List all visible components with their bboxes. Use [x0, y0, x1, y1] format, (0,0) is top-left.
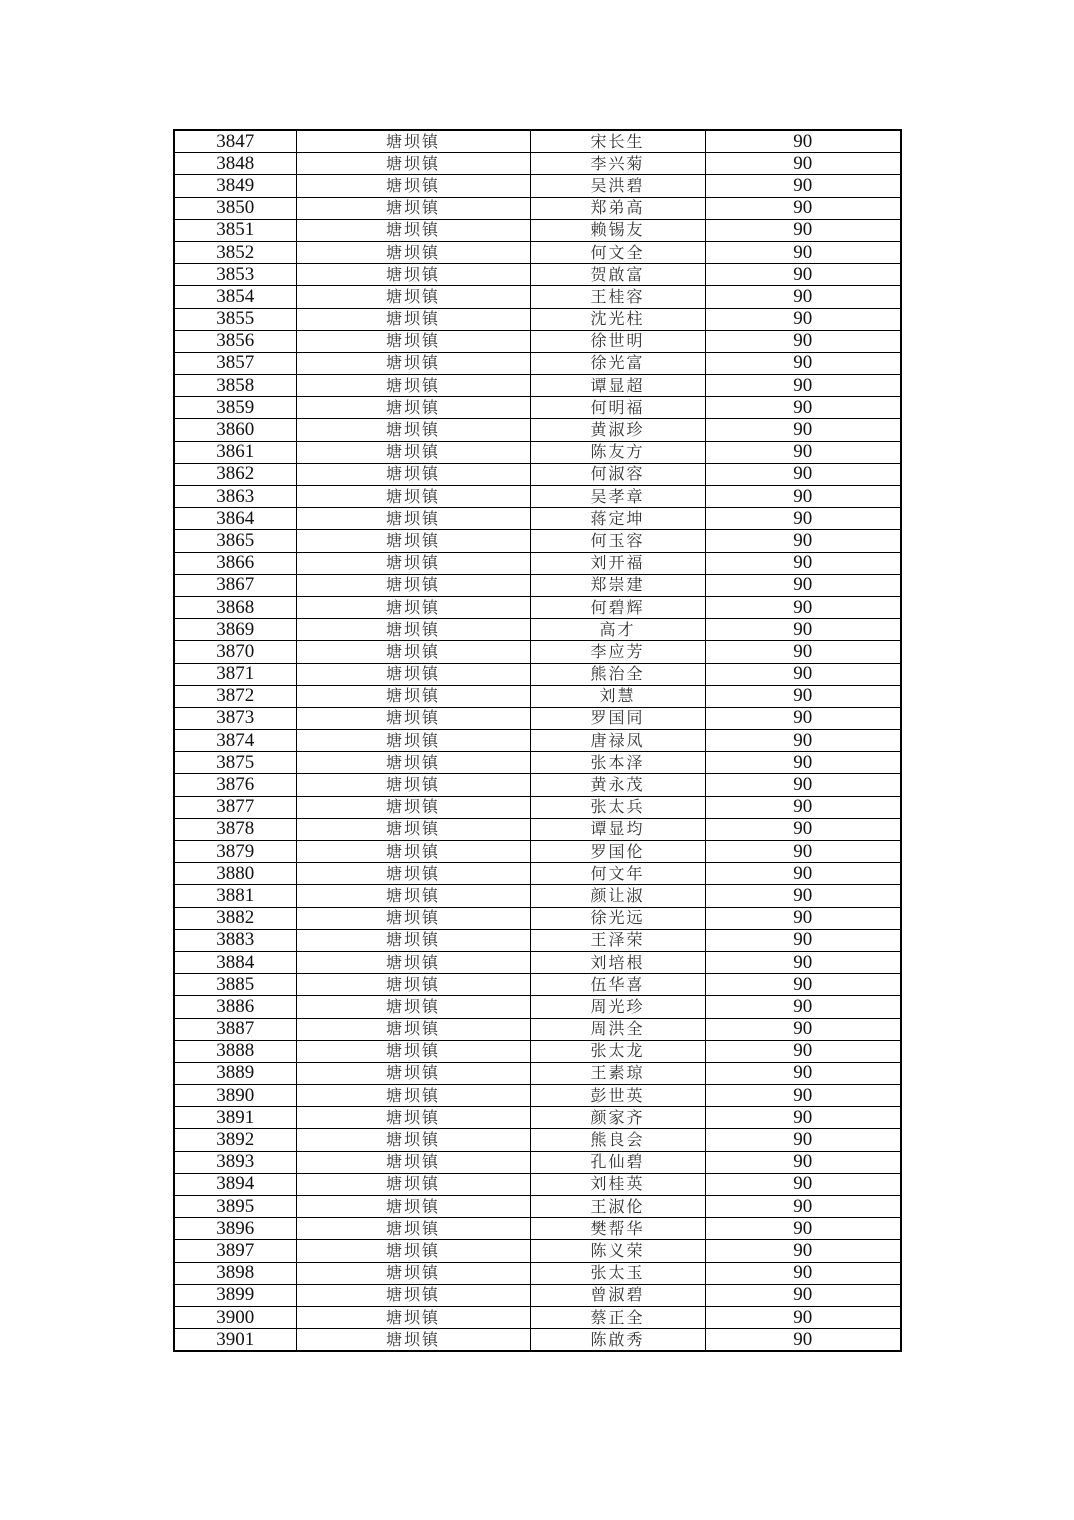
table-row [174, 486, 901, 508]
row-number-cell: 3856 [174, 330, 296, 352]
person-name-cell: 刘培根 [530, 951, 705, 973]
table-row [174, 929, 901, 951]
town-cell: 塘坝镇 [296, 996, 530, 1018]
table-row [174, 841, 901, 863]
score-cell: 90 [705, 1173, 901, 1195]
table-row [174, 596, 901, 618]
town-cell: 塘坝镇 [296, 974, 530, 996]
table-row [174, 397, 901, 419]
person-name-cell: 李应芳 [530, 641, 705, 663]
score-cell: 90 [705, 219, 901, 241]
person-name-cell: 刘开福 [530, 552, 705, 574]
table-row [174, 197, 901, 219]
person-name-cell: 张太玉 [530, 1262, 705, 1284]
score-cell: 90 [705, 308, 901, 330]
table-row [174, 730, 901, 752]
table-row [174, 796, 901, 818]
table-row [174, 663, 901, 685]
town-cell: 塘坝镇 [296, 530, 530, 552]
town-cell: 塘坝镇 [296, 1151, 530, 1173]
score-cell: 90 [705, 1329, 901, 1352]
table-row [174, 1085, 901, 1107]
row-number-cell: 3886 [174, 996, 296, 1018]
score-cell: 90 [705, 841, 901, 863]
table-row [174, 707, 901, 729]
row-number-cell: 3890 [174, 1085, 296, 1107]
town-cell: 塘坝镇 [296, 1107, 530, 1129]
score-cell: 90 [705, 796, 901, 818]
town-cell: 塘坝镇 [296, 1018, 530, 1040]
row-number-cell: 3862 [174, 463, 296, 485]
table-row [174, 175, 901, 197]
row-number-cell: 3878 [174, 818, 296, 840]
person-name-cell: 蔡正全 [530, 1306, 705, 1328]
row-number-cell: 3855 [174, 308, 296, 330]
person-name-cell: 张太兵 [530, 796, 705, 818]
row-number-cell: 3870 [174, 641, 296, 663]
row-number-cell: 3871 [174, 663, 296, 685]
person-name-cell: 徐光富 [530, 352, 705, 374]
person-name-cell: 王淑伦 [530, 1196, 705, 1218]
table-row [174, 375, 901, 397]
score-cell: 90 [705, 707, 901, 729]
score-cell: 90 [705, 1040, 901, 1062]
person-name-cell: 谭显超 [530, 375, 705, 397]
row-number-cell: 3859 [174, 397, 296, 419]
row-number-cell: 3851 [174, 219, 296, 241]
roster-table [173, 129, 902, 1352]
table-row [174, 1129, 901, 1151]
table-row [174, 1329, 901, 1352]
table-row [174, 996, 901, 1018]
table-row [174, 818, 901, 840]
score-cell: 90 [705, 1240, 901, 1262]
town-cell: 塘坝镇 [296, 264, 530, 286]
table-row [174, 1218, 901, 1240]
table-row [174, 907, 901, 929]
row-number-cell: 3874 [174, 730, 296, 752]
row-number-cell: 3897 [174, 1240, 296, 1262]
town-cell: 塘坝镇 [296, 130, 530, 153]
person-name-cell: 沈光柱 [530, 308, 705, 330]
row-number-cell: 3883 [174, 929, 296, 951]
table-row [174, 286, 901, 308]
row-number-cell: 3877 [174, 796, 296, 818]
score-cell: 90 [705, 596, 901, 618]
score-cell: 90 [705, 1062, 901, 1084]
table-row [174, 641, 901, 663]
table-row [174, 241, 901, 263]
person-name-cell: 颜家齐 [530, 1107, 705, 1129]
person-name-cell: 何文年 [530, 863, 705, 885]
row-number-cell: 3901 [174, 1329, 296, 1352]
person-name-cell: 何玉容 [530, 530, 705, 552]
person-name-cell: 颜让淑 [530, 885, 705, 907]
town-cell: 塘坝镇 [296, 1306, 530, 1328]
person-name-cell: 陈友方 [530, 441, 705, 463]
table-row [174, 419, 901, 441]
person-name-cell: 宋长生 [530, 130, 705, 153]
table-row [174, 530, 901, 552]
person-name-cell: 唐禄凤 [530, 730, 705, 752]
score-cell: 90 [705, 552, 901, 574]
row-number-cell: 3861 [174, 441, 296, 463]
score-cell: 90 [705, 974, 901, 996]
person-name-cell: 陈义荣 [530, 1240, 705, 1262]
score-cell: 90 [705, 818, 901, 840]
table-row [174, 441, 901, 463]
score-cell: 90 [705, 530, 901, 552]
score-cell: 90 [705, 486, 901, 508]
town-cell: 塘坝镇 [296, 1085, 530, 1107]
town-cell: 塘坝镇 [296, 1262, 530, 1284]
person-name-cell: 赖锡友 [530, 219, 705, 241]
person-name-cell: 周光珍 [530, 996, 705, 1018]
row-number-cell: 3869 [174, 619, 296, 641]
person-name-cell: 何碧辉 [530, 596, 705, 618]
table-row [174, 1240, 901, 1262]
town-cell: 塘坝镇 [296, 1240, 530, 1262]
score-cell: 90 [705, 463, 901, 485]
town-cell: 塘坝镇 [296, 1173, 530, 1195]
row-number-cell: 3857 [174, 352, 296, 374]
town-cell: 塘坝镇 [296, 308, 530, 330]
score-cell: 90 [705, 352, 901, 374]
town-cell: 塘坝镇 [296, 929, 530, 951]
person-name-cell: 罗国同 [530, 707, 705, 729]
person-name-cell: 徐世明 [530, 330, 705, 352]
town-cell: 塘坝镇 [296, 441, 530, 463]
town-cell: 塘坝镇 [296, 241, 530, 263]
score-cell: 90 [705, 1129, 901, 1151]
row-number-cell: 3875 [174, 752, 296, 774]
town-cell: 塘坝镇 [296, 197, 530, 219]
person-name-cell: 熊治全 [530, 663, 705, 685]
town-cell: 塘坝镇 [296, 619, 530, 641]
table-row [174, 1173, 901, 1195]
score-cell: 90 [705, 663, 901, 685]
row-number-cell: 3868 [174, 596, 296, 618]
town-cell: 塘坝镇 [296, 707, 530, 729]
row-number-cell: 3853 [174, 264, 296, 286]
person-name-cell: 黄永茂 [530, 774, 705, 796]
town-cell: 塘坝镇 [296, 286, 530, 308]
table-row [174, 330, 901, 352]
score-cell: 90 [705, 375, 901, 397]
person-name-cell: 黄淑珍 [530, 419, 705, 441]
town-cell: 塘坝镇 [296, 641, 530, 663]
table-row [174, 1107, 901, 1129]
row-number-cell: 3884 [174, 951, 296, 973]
score-cell: 90 [705, 397, 901, 419]
row-number-cell: 3893 [174, 1151, 296, 1173]
row-number-cell: 3876 [174, 774, 296, 796]
score-cell: 90 [705, 929, 901, 951]
town-cell: 塘坝镇 [296, 730, 530, 752]
row-number-cell: 3887 [174, 1018, 296, 1040]
person-name-cell: 郑崇建 [530, 574, 705, 596]
score-cell: 90 [705, 1262, 901, 1284]
score-cell: 90 [705, 752, 901, 774]
score-cell: 90 [705, 1306, 901, 1328]
row-number-cell: 3850 [174, 197, 296, 219]
person-name-cell: 张太龙 [530, 1040, 705, 1062]
row-number-cell: 3867 [174, 574, 296, 596]
table-row [174, 574, 901, 596]
table-row [174, 1062, 901, 1084]
score-cell: 90 [705, 130, 901, 153]
table-row [174, 885, 901, 907]
town-cell: 塘坝镇 [296, 1218, 530, 1240]
table-row [174, 308, 901, 330]
town-cell: 塘坝镇 [296, 1329, 530, 1352]
score-cell: 90 [705, 1196, 901, 1218]
table-row [174, 463, 901, 485]
score-cell: 90 [705, 241, 901, 263]
town-cell: 塘坝镇 [296, 596, 530, 618]
score-cell: 90 [705, 907, 901, 929]
score-cell: 90 [705, 197, 901, 219]
table-row [174, 552, 901, 574]
row-number-cell: 3899 [174, 1284, 296, 1306]
score-cell: 90 [705, 619, 901, 641]
town-cell: 塘坝镇 [296, 552, 530, 574]
person-name-cell: 徐光远 [530, 907, 705, 929]
table-row [174, 1151, 901, 1173]
table-row [174, 863, 901, 885]
town-cell: 塘坝镇 [296, 397, 530, 419]
row-number-cell: 3892 [174, 1129, 296, 1151]
table-row [174, 1262, 901, 1284]
row-number-cell: 3880 [174, 863, 296, 885]
town-cell: 塘坝镇 [296, 219, 530, 241]
table-row [174, 1018, 901, 1040]
person-name-cell: 吴洪碧 [530, 175, 705, 197]
table-row [174, 219, 901, 241]
score-cell: 90 [705, 175, 901, 197]
town-cell: 塘坝镇 [296, 153, 530, 175]
person-name-cell: 罗国伦 [530, 841, 705, 863]
person-name-cell: 吴孝章 [530, 486, 705, 508]
score-cell: 90 [705, 1218, 901, 1240]
score-cell: 90 [705, 1284, 901, 1306]
town-cell: 塘坝镇 [296, 685, 530, 707]
row-number-cell: 3866 [174, 552, 296, 574]
score-cell: 90 [705, 685, 901, 707]
town-cell: 塘坝镇 [296, 419, 530, 441]
row-number-cell: 3879 [174, 841, 296, 863]
person-name-cell: 谭显均 [530, 818, 705, 840]
roster-table-body [174, 130, 901, 1351]
town-cell: 塘坝镇 [296, 508, 530, 530]
table-row [174, 508, 901, 530]
table-row [174, 1306, 901, 1328]
score-cell: 90 [705, 419, 901, 441]
row-number-cell: 3852 [174, 241, 296, 263]
person-name-cell: 贺啟富 [530, 264, 705, 286]
row-number-cell: 3858 [174, 375, 296, 397]
row-number-cell: 3891 [174, 1107, 296, 1129]
town-cell: 塘坝镇 [296, 885, 530, 907]
score-cell: 90 [705, 641, 901, 663]
table-row [174, 1196, 901, 1218]
row-number-cell: 3864 [174, 508, 296, 530]
table-row [174, 352, 901, 374]
person-name-cell: 樊帮华 [530, 1218, 705, 1240]
score-cell: 90 [705, 1151, 901, 1173]
person-name-cell: 伍华喜 [530, 974, 705, 996]
person-name-cell: 何淑容 [530, 463, 705, 485]
row-number-cell: 3872 [174, 685, 296, 707]
town-cell: 塘坝镇 [296, 330, 530, 352]
town-cell: 塘坝镇 [296, 1196, 530, 1218]
town-cell: 塘坝镇 [296, 1062, 530, 1084]
score-cell: 90 [705, 885, 901, 907]
row-number-cell: 3881 [174, 885, 296, 907]
row-number-cell: 3896 [174, 1218, 296, 1240]
town-cell: 塘坝镇 [296, 1040, 530, 1062]
row-number-cell: 3849 [174, 175, 296, 197]
town-cell: 塘坝镇 [296, 663, 530, 685]
table-row [174, 774, 901, 796]
town-cell: 塘坝镇 [296, 907, 530, 929]
table-row [174, 974, 901, 996]
score-cell: 90 [705, 330, 901, 352]
town-cell: 塘坝镇 [296, 1129, 530, 1151]
person-name-cell: 王素琼 [530, 1062, 705, 1084]
table-row [174, 1040, 901, 1062]
row-number-cell: 3860 [174, 419, 296, 441]
score-cell: 90 [705, 153, 901, 175]
row-number-cell: 3888 [174, 1040, 296, 1062]
score-cell: 90 [705, 730, 901, 752]
row-number-cell: 3900 [174, 1306, 296, 1328]
person-name-cell: 王桂容 [530, 286, 705, 308]
row-number-cell: 3895 [174, 1196, 296, 1218]
table-row [174, 685, 901, 707]
row-number-cell: 3873 [174, 707, 296, 729]
table-row [174, 153, 901, 175]
table-row [174, 951, 901, 973]
row-number-cell: 3863 [174, 486, 296, 508]
person-name-cell: 李兴菊 [530, 153, 705, 175]
table-row [174, 619, 901, 641]
town-cell: 塘坝镇 [296, 951, 530, 973]
town-cell: 塘坝镇 [296, 574, 530, 596]
row-number-cell: 3885 [174, 974, 296, 996]
town-cell: 塘坝镇 [296, 463, 530, 485]
person-name-cell: 高才 [530, 619, 705, 641]
score-cell: 90 [705, 508, 901, 530]
score-cell: 90 [705, 1018, 901, 1040]
person-name-cell: 刘桂英 [530, 1173, 705, 1195]
score-cell: 90 [705, 286, 901, 308]
row-number-cell: 3865 [174, 530, 296, 552]
row-number-cell: 3894 [174, 1173, 296, 1195]
score-cell: 90 [705, 441, 901, 463]
score-cell: 90 [705, 264, 901, 286]
town-cell: 塘坝镇 [296, 774, 530, 796]
person-name-cell: 陈啟秀 [530, 1329, 705, 1352]
row-number-cell: 3889 [174, 1062, 296, 1084]
score-cell: 90 [705, 574, 901, 596]
town-cell: 塘坝镇 [296, 486, 530, 508]
person-name-cell: 刘慧 [530, 685, 705, 707]
person-name-cell: 王泽荣 [530, 929, 705, 951]
person-name-cell: 何明福 [530, 397, 705, 419]
table-row [174, 264, 901, 286]
person-name-cell: 熊良会 [530, 1129, 705, 1151]
score-cell: 90 [705, 996, 901, 1018]
town-cell: 塘坝镇 [296, 841, 530, 863]
town-cell: 塘坝镇 [296, 863, 530, 885]
score-cell: 90 [705, 951, 901, 973]
person-name-cell: 蒋定坤 [530, 508, 705, 530]
table-row [174, 130, 901, 153]
town-cell: 塘坝镇 [296, 175, 530, 197]
person-name-cell: 何文全 [530, 241, 705, 263]
row-number-cell: 3854 [174, 286, 296, 308]
row-number-cell: 3882 [174, 907, 296, 929]
score-cell: 90 [705, 1107, 901, 1129]
row-number-cell: 3848 [174, 153, 296, 175]
table-row [174, 1284, 901, 1306]
town-cell: 塘坝镇 [296, 375, 530, 397]
person-name-cell: 张本泽 [530, 752, 705, 774]
person-name-cell: 彭世英 [530, 1085, 705, 1107]
person-name-cell: 周洪全 [530, 1018, 705, 1040]
person-name-cell: 孔仙碧 [530, 1151, 705, 1173]
row-number-cell: 3847 [174, 130, 296, 153]
town-cell: 塘坝镇 [296, 352, 530, 374]
person-name-cell: 曾淑碧 [530, 1284, 705, 1306]
town-cell: 塘坝镇 [296, 1284, 530, 1306]
score-cell: 90 [705, 774, 901, 796]
score-cell: 90 [705, 863, 901, 885]
score-cell: 90 [705, 1085, 901, 1107]
table-row [174, 752, 901, 774]
town-cell: 塘坝镇 [296, 796, 530, 818]
town-cell: 塘坝镇 [296, 818, 530, 840]
town-cell: 塘坝镇 [296, 752, 530, 774]
row-number-cell: 3898 [174, 1262, 296, 1284]
person-name-cell: 郑弟高 [530, 197, 705, 219]
